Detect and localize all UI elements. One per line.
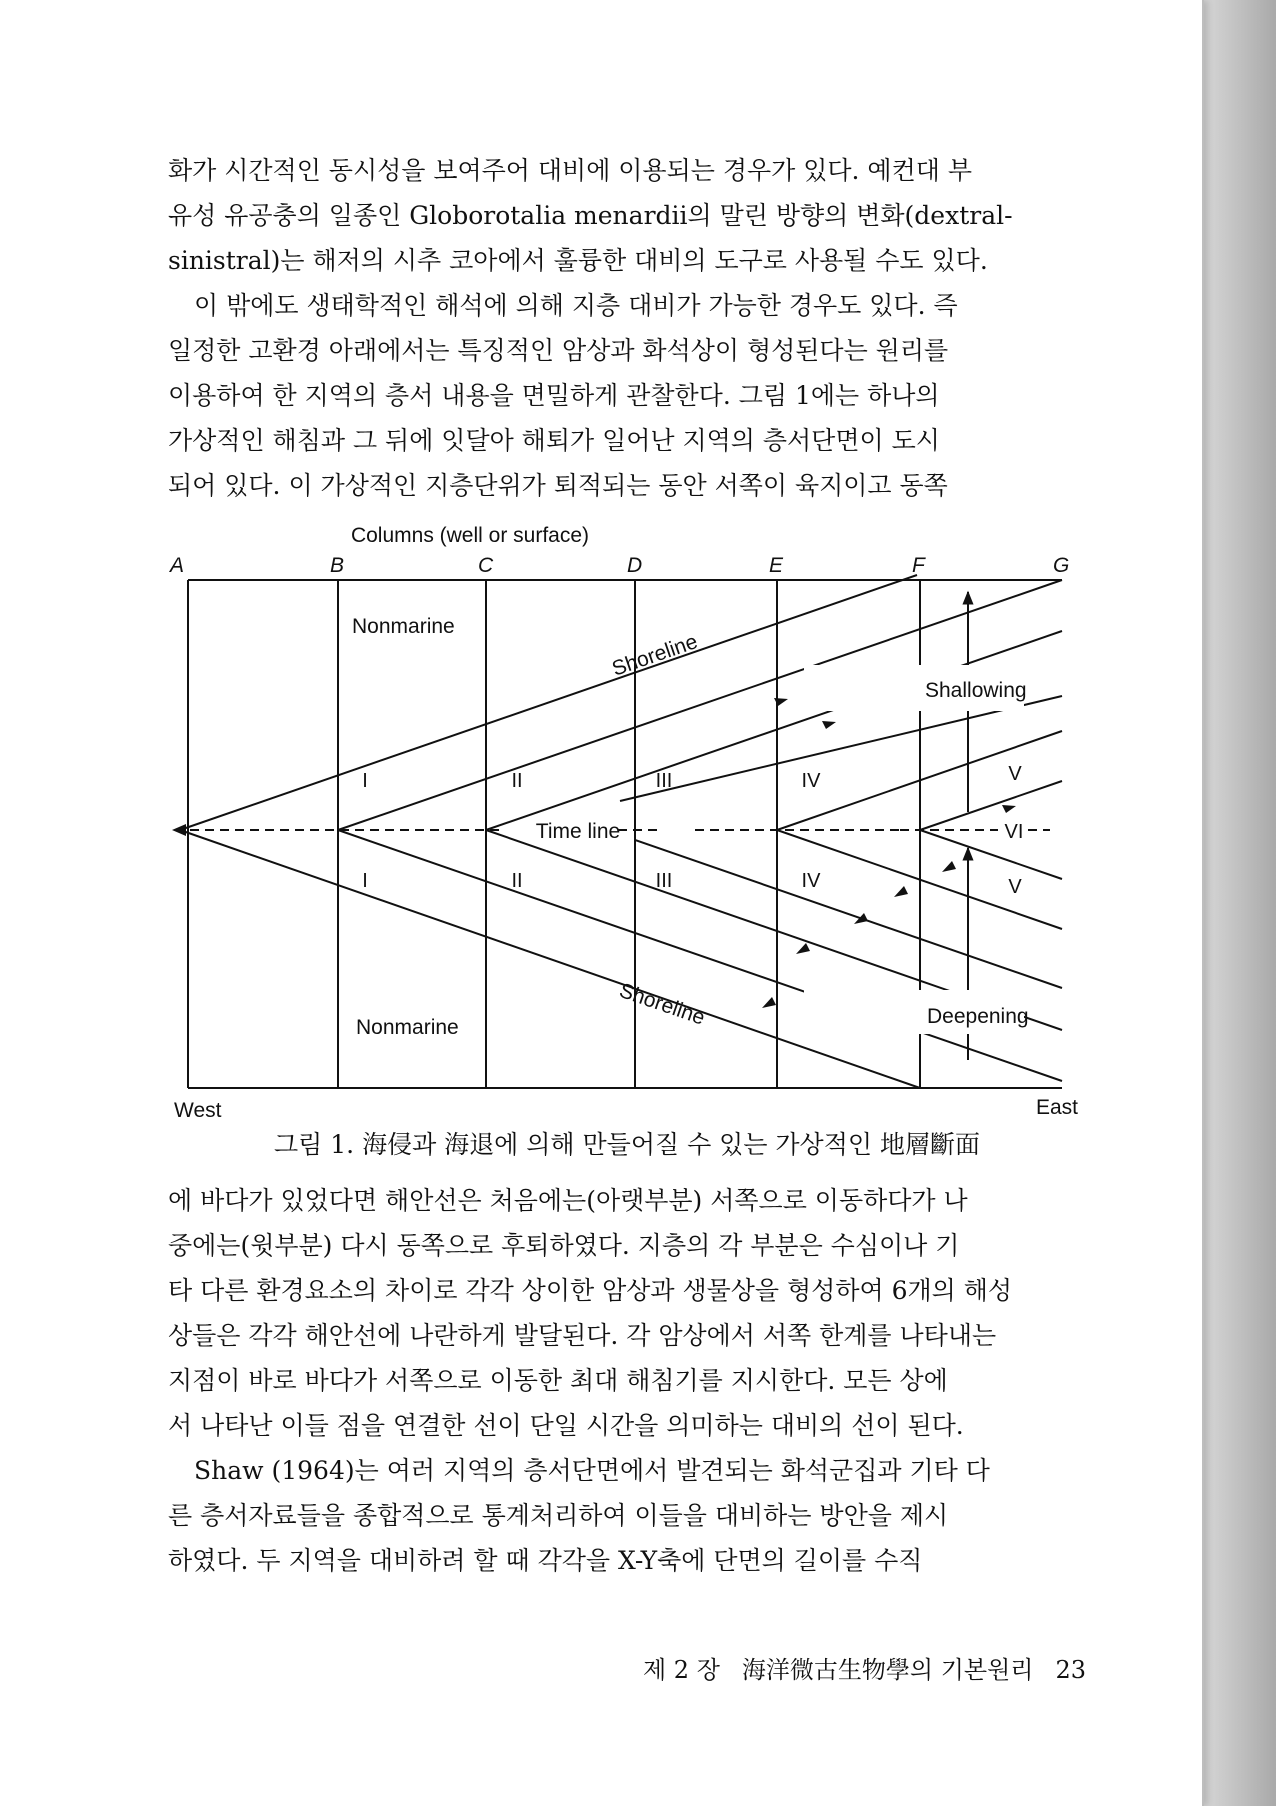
deepening-label: Deepening xyxy=(927,1005,1029,1028)
text-line: 하였다. 두 지역을 대비하려 할 때 각각을 X-Y축에 단면의 길이를 수직 xyxy=(168,1546,923,1575)
column-label-g: G xyxy=(1053,554,1070,577)
unit-label-lower: V xyxy=(1008,876,1022,898)
column-label-f: F xyxy=(912,554,925,577)
nonmarine-label-lower: Nonmarine xyxy=(356,1016,459,1039)
unit-label-lower: III xyxy=(655,870,673,892)
arrowhead-icon xyxy=(762,997,776,1008)
column-label-e: E xyxy=(769,554,784,577)
page-footer xyxy=(600,1650,1086,1685)
text-line: 중에는(윗부분) 다시 동쪽으로 후퇴하였다. 지층의 각 부분은 수심이나 기 xyxy=(168,1231,960,1260)
figure-title: Columns (well or surface) xyxy=(350,524,590,547)
lower-diagonal xyxy=(920,830,1062,879)
text-line: sinistral)는 해저의 시추 코아에서 훌륭한 대비의 도구로 사용될 수도 있다. xyxy=(168,246,988,275)
unit-label-lower: II xyxy=(511,870,523,892)
time-line-arrow-icon xyxy=(172,824,186,836)
nonmarine-label-upper: Nonmarine xyxy=(352,615,455,638)
column-label-b: B xyxy=(330,554,345,577)
arrowhead-icon xyxy=(822,721,836,729)
text-line: 지점이 바로 바다가 서쪽으로 이동한 최대 해침기를 지시한다. 모든 상에 xyxy=(168,1366,948,1395)
unit-label-upper: I xyxy=(362,770,368,792)
arrowhead-icon xyxy=(1002,805,1016,813)
column-label-a: A xyxy=(170,554,185,577)
unit-label-upper: II xyxy=(511,770,523,792)
chapter-title: 海洋微古生物學의 기본원리 xyxy=(741,1656,1034,1684)
unit-label-lower: IV xyxy=(801,870,821,892)
figure-diagram xyxy=(160,500,1100,1140)
text-line: 이용하여 한 지역의 층서 내용을 면밀하게 관찰한다. 그림 1에는 하나의 xyxy=(168,381,940,410)
unit-label-vi: VI xyxy=(1004,821,1024,843)
shallowing-label: Shallowing xyxy=(925,679,1027,702)
lower-diagonal xyxy=(635,840,1062,988)
upper-diagonal xyxy=(620,696,1062,801)
text-line: 가상적인 해침과 그 뒤에 잇달아 해퇴가 일어난 지역의 층서단면이 도시 xyxy=(168,426,940,455)
time-line-label: Time line xyxy=(535,820,621,843)
arrowhead-icon xyxy=(894,886,908,897)
text-line: 에 바다가 있었다면 해안선은 처음에는(아랫부분) 서쪽으로 이동하다가 나 xyxy=(168,1186,968,1215)
upper-diagonal xyxy=(486,631,1062,830)
arrowhead-icon xyxy=(796,943,810,954)
arrowhead-icon xyxy=(854,913,868,924)
unit-label-lower: I xyxy=(362,870,368,892)
shoreline-label-upper: Shoreline xyxy=(609,630,701,681)
text-line: Shaw (1964)는 여러 지역의 층서단면에서 발견되는 화석군집과 기타 다 xyxy=(194,1456,990,1485)
figure-caption: 그림 1. 海侵과 海退에 의해 만들어질 수 있는 가상적인 地層斷面 xyxy=(274,1130,980,1159)
text-line: 서 나타난 이들 점을 연결한 선이 단일 시간을 의미하는 대비의 선이 된다. xyxy=(168,1411,964,1440)
upper-diagonal xyxy=(920,781,1062,830)
text-line: 일정한 고환경 아래에서는 특징적인 암상과 화석상이 형성된다는 원리를 xyxy=(168,336,949,365)
shoreline-lower xyxy=(180,830,920,1088)
text-line: 이 밖에도 생태학적인 해석에 의해 지층 대비가 가능한 경우도 있다. 즉 xyxy=(194,291,958,320)
text-line: 상들은 각각 해안선에 나란하게 발달된다. 각 암상에서 서쪽 한계를 나타내는 xyxy=(168,1321,997,1350)
west-label: West xyxy=(174,1099,222,1122)
stratigraphic-cross-section-figure xyxy=(160,500,1100,1140)
unit-label-upper: III xyxy=(655,770,673,792)
text-line: 른 층서자료들을 종합적으로 통계처리하여 이들을 대비하는 방안을 제시 xyxy=(168,1501,949,1530)
text-line: 되어 있다. 이 가상적인 지층단위가 퇴적되는 동안 서쪽이 육지이고 동쪽 xyxy=(168,471,948,500)
unit-label-upper: IV xyxy=(801,770,821,792)
unit-label-upper: V xyxy=(1008,763,1022,785)
shoreline-label-lower: Shoreline xyxy=(616,978,708,1030)
body-text-bottom xyxy=(168,1178,1086,1583)
text-line: 유성 유공충의 일종인 Globorotalia menardii의 말린 방향의 변화(dextral- xyxy=(168,201,1013,230)
column-label-d: D xyxy=(627,554,643,577)
body-text-top xyxy=(168,148,1086,508)
chapter-label: 제 2 장 xyxy=(642,1656,720,1684)
text-line: 화가 시간적인 동시성을 보여주어 대비에 이용되는 경우가 있다. 예컨대 부 xyxy=(168,156,972,185)
arrowhead-icon xyxy=(942,861,956,872)
text-line: 타 다른 환경요소의 차이로 각각 상이한 암상과 생물상을 형성하여 6개의 해성 xyxy=(168,1276,1013,1305)
column-label-c: C xyxy=(478,554,494,577)
east-label: East xyxy=(1035,1096,1078,1119)
page-number: 23 xyxy=(1055,1656,1086,1684)
page-edge xyxy=(1195,0,1276,1806)
